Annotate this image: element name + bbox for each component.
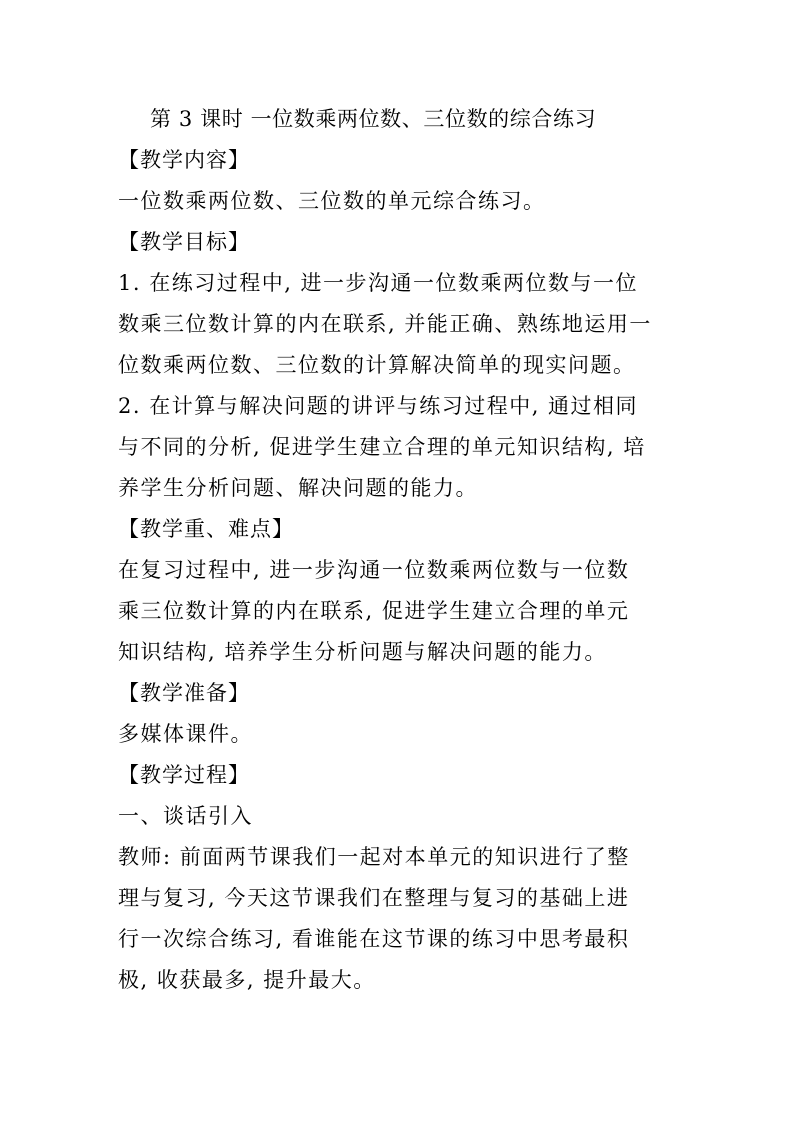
section-heading-process: 【教学过程】 (118, 763, 250, 787)
subsection-heading: 一、谈话引入 (118, 804, 253, 828)
section-heading-content: 【教学内容】 (118, 148, 250, 172)
paragraph-line: 一位数乘两位数、三位数的单元综合练习。 (118, 189, 546, 213)
section-heading-preparation: 【教学准备】 (118, 681, 250, 705)
paragraph-line: 极, 收获最多, 提升最大。 (118, 968, 376, 992)
paragraph-line: 多媒体课件。 (118, 722, 253, 746)
paragraph-line: 乘三位数计算的内在联系, 促进学生建立合理的单元 (118, 599, 630, 623)
paragraph-line: 教师: 前面两节课我们一起对本单元的知识进行了整 (118, 845, 630, 869)
paragraph-line: 2. 在计算与解决问题的讲评与练习过程中, 通过相同 (118, 394, 639, 418)
paragraph-line: 知识结构, 培养学生分析问题与解决问题的能力。 (118, 640, 607, 664)
page-title: 第 3 课时 一位数乘两位数、三位数的综合练习 (150, 107, 597, 131)
paragraph-line: 位数乘两位数、三位数的计算解决简单的现实问题。 (118, 353, 636, 377)
paragraph-line: 与不同的分析, 促进学生建立合理的单元知识结构, 培 (118, 435, 646, 459)
section-heading-objectives: 【教学目标】 (118, 230, 250, 254)
paragraph-line: 数乘三位数计算的内在联系, 并能正确、熟练地运用一 (118, 312, 652, 336)
paragraph-line: 1. 在练习过程中, 进一步沟通一位数乘两位数与一位 (118, 271, 639, 295)
paragraph-line: 在复习过程中, 进一步沟通一位数乘两位数与一位数 (118, 558, 630, 582)
paragraph-line: 养学生分析问题、解决问题的能力。 (118, 476, 478, 500)
paragraph-line: 行一次综合练习, 看谁能在这节课的练习中思考最积 (118, 927, 630, 951)
section-heading-key-points: 【教学重、难点】 (118, 517, 294, 541)
document-body (118, 99, 678, 1001)
paragraph-line: 理与复习, 今天这节课我们在整理与复习的基础上进 (118, 886, 630, 910)
